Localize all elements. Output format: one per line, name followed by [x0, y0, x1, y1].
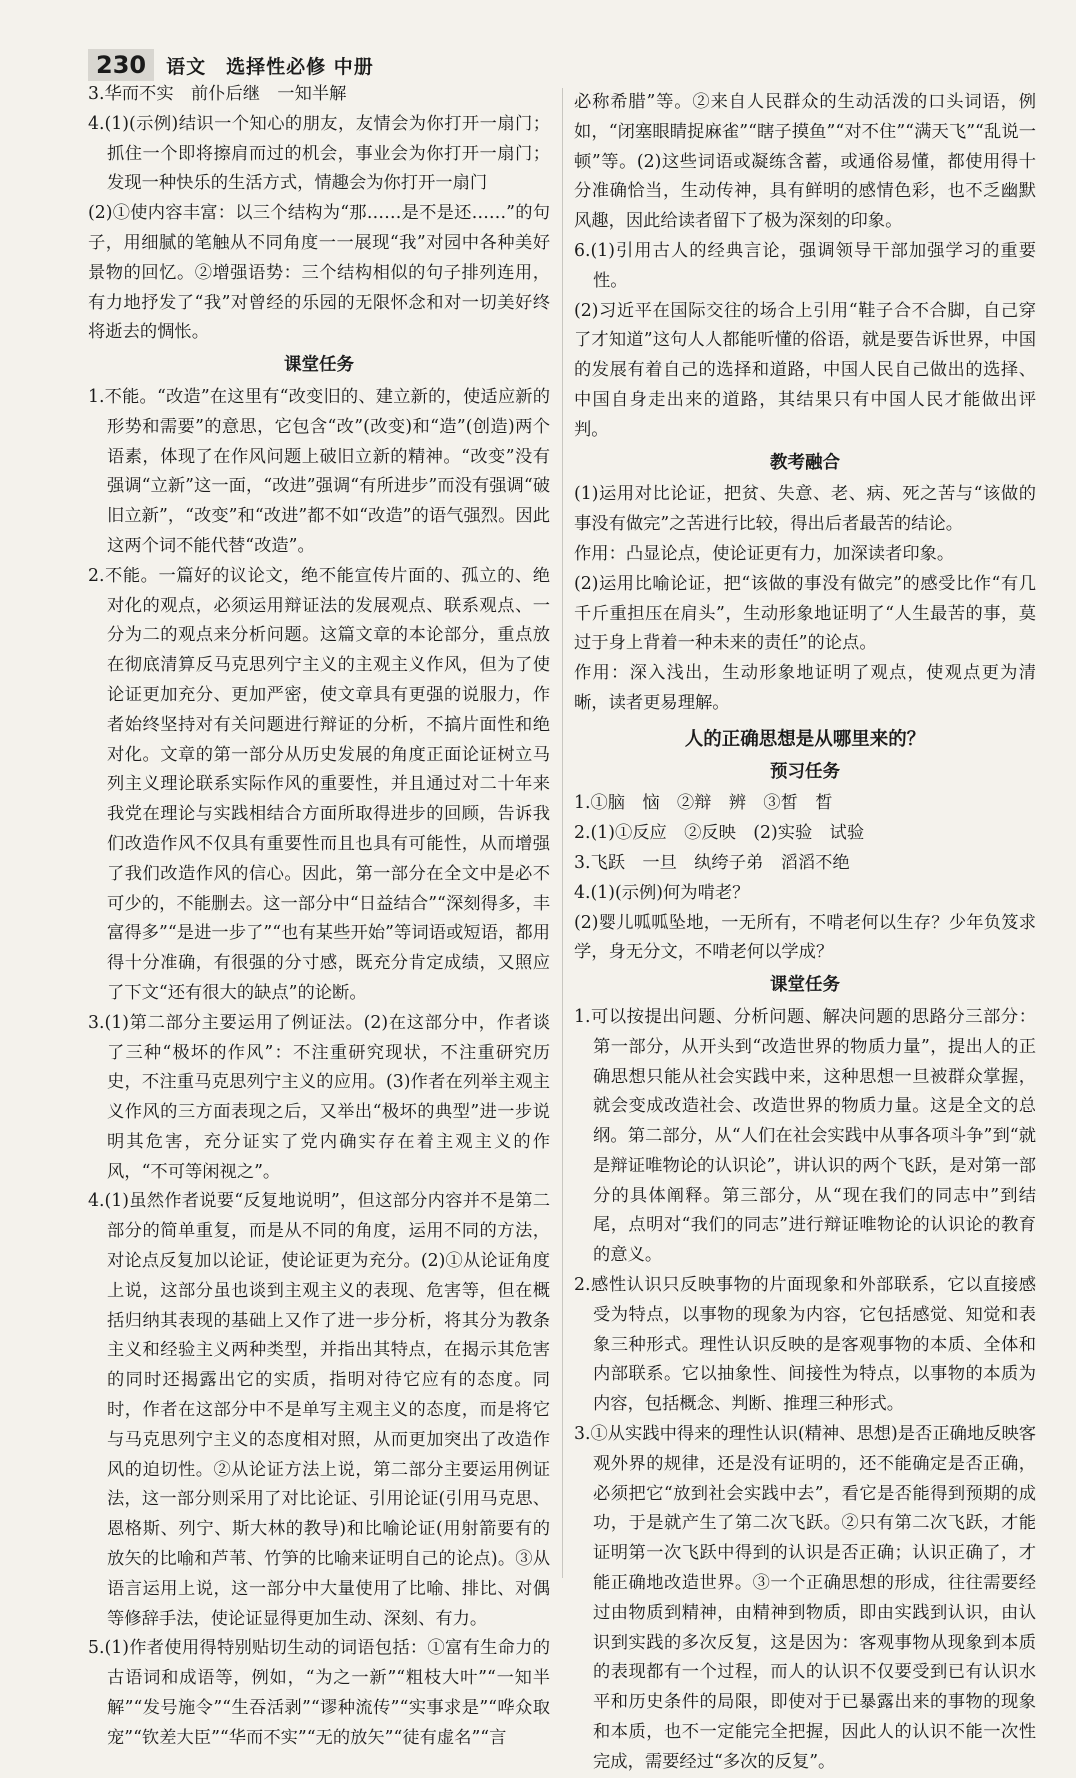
answer-paragraph: 4.(1)虽然作者说要“反复地说明”，但这部分内容并不是第二部分的简单重复，而是从不同的角度，运用不同的方法，对论点反复加以论证，使论证更为充分。(2)①从论证角度上说，这部分虽也谈到主观主义的表现、危害等，但在概括归纳其表现的基础上又作了进一步分析，将其分为教条主义和经验主义两种类型，并指出其特点，在揭示其危害的同时还揭露出它的实质，指明对待它应有的态度。同时，作者在这部分中不是单写主观主义的态度，而是将它与马克思列宁主义的态度相对照，从而更加突出了改造作风的迫切性。②从论证方法上说，第二部分主要运用例证法，这一部分则采用了对比论证、引用论证(引用马克思、恩格斯、列宁、斯大林的教导)和比喻论证(用射箭要有的放矢的比喻和芦苇、竹笋的比喻来证明自己的论点)。③从语言运用上说，这一部分中大量使用了比喻、排比、对偶等修辞手法，使论证显得更加生动、深刻、有力。 — [88, 1191, 550, 1629]
answer-paragraph: 3.华而不实 前仆后继 一知半解 — [88, 84, 347, 104]
column-divider — [562, 88, 563, 1578]
answer-paragraph: 3.①从实践中得来的理性认识(精神、思想)是否正确地反映客观外界的规律，还是没有证明的，还不能确定是否正确，必须把它“放到社会实践中去”，看它是否能得到预期的成功，于是就产生了第二次飞跃。②只有第二次飞跃，才能证明第一次飞跃中得到的认识是否正确；认识正确了，才能正确地改造世界。③一个正确思想的形成，往往需要经过由物质到精神，由精神到物质，即由实践到认识，由认识到实践的多次反复，这是因为：客观事物从现象到本质的表现都有一个过程，而人的认识不仅要受到已有认识水平和历史条件的局限，即使对于已暴露出来的事物的现象和本质，也不一定能完全把握，因此人的认识不能一次性完成，需要经过“多次的反复”。 — [574, 1424, 1037, 1772]
answer-paragraph: (1)运用对比论证，把贫、失意、老、病、死之苦与“该做的事没有做完”之苦进行比较，得出后者最苦的结论。 — [574, 484, 1036, 535]
right-column — [574, 88, 1036, 1778]
answer-paragraph: 6.(1)引用古人的经典言论，强调领导干部加强学习的重要性。 — [574, 240, 1036, 291]
section-heading: 教考融合 — [770, 452, 840, 473]
section-heading: 预习任务 — [770, 761, 840, 782]
answer-paragraph: 3.(1)第二部分主要运用了例证法。(2)在这部分中，作者谈了三种“极坏的作风”：不注重研究现状，不注重研究历史，不注重马克思列宁主义的应用。(3)作者在列举主观主义作风的三方面表现之后，又举出“极坏的典型”进一步说明其危害，充分证实了党内确实存在着主观主义的作风，“不可等闲视之”。 — [88, 1012, 550, 1182]
section-heading: 课堂任务 — [770, 975, 840, 996]
left-column — [88, 80, 550, 1754]
answer-paragraph: 5.(1)作者使用得特别贴切生动的词语包括：①富有生命力的古语词和成语等，例如，“为之一新”“粗枝大叶”“一知半解”“发号施令”“生吞活剥”“谬种流传”“实事求是”“哗众取宠”“钦差大臣”“华而不实”“无的放矢”“徒有虚名”“言 — [88, 1638, 550, 1748]
answer-paragraph: (2)婴儿呱呱坠地，一无所有，不啃老何以生存？少年负笈求学，身无分文，不啃老何以学成？ — [574, 912, 1036, 963]
answer-paragraph: 3.飞跃 一旦 纨绔子弟 滔滔不绝 — [574, 852, 850, 873]
answer-paragraph: 4.(1)(示例)结识一个知心的朋友，友情会为你打开一扇门；抓住一个即将擦肩而过的机会，事业会为你打开一扇门；发现一种快乐的生活方式，情趣会为你打开一扇门 — [88, 113, 550, 194]
book-title: 语文 选择性必修 中册 — [166, 55, 374, 78]
answer-paragraph: 1.①脑 恼 ②辩 辨 ③皙 晳 — [574, 793, 833, 814]
section-heading: 课堂任务 — [284, 355, 354, 376]
answer-paragraph: 2.感性认识只反映事物的片面现象和外部联系，它以直接感受为特点，以事物的现象为内容，它包括感觉、知觉和表象三种形式。理性认识反映的是客观事物的本质、全体和内部联系。它以抽象性、间接性为特点，以事物的本质为内容，包括概念、判断、推理三种形式。 — [574, 1275, 1036, 1415]
page-number: 230 — [88, 49, 154, 81]
answer-paragraph: 作用：凸显论点，使论证更有力，加深读者印象。 — [574, 543, 955, 564]
answer-paragraph: (2)①使内容丰富：以三个结构为“那……是不是还……”的句子，用细腻的笔触从不同角度一一展现“我”对园中各种美好景物的回忆。②增强语势：三个结构相似的句子排列连用，有力地抒发了“我”对曾经的乐园的无限怀念和对一切美好终将逝去的惆怅。 — [88, 203, 550, 343]
answer-paragraph: 1.可以按提出问题、分析问题、解决问题的思路分三部分：第一部分，从开头到“改造世界的物质力量”，提出人的正确思想只能从社会实践中来，这种思想一旦被群众掌握，就会变成改造社会、改造世界的物质力量。这是全文的总纲。第二部分，从“人们在社会实践中从事各项斗争”到“就是辩证唯物论的认识论”，讲认识的两个飞跃，是对第一部分的具体阐释。第三部分，从“现在我们的同志中”到结尾，点明对“我们的同志”进行辩证唯物论的认识论的教育的意义。 — [574, 1006, 1036, 1266]
answer-paragraph: 必称希腊”等。②来自人民群众的生动活泼的口头词语，例如，“闭塞眼睛捉麻雀”“瞎子摸鱼”“对不住”“满天飞”“乱说一顿”等。(2)这些词语或凝练含蓄，或通俗易懂，都使用得十分准确恰当，生动传神，具有鲜明的感情色彩，也不乏幽默风趣，因此给读者留下了极为深刻的印象。 — [574, 92, 1036, 232]
answer-paragraph: 1.不能。“改造”在这里有“改变旧的、建立新的，使适应新的形势和需要”的意思，它包含“改”(改变)和“造”(创造)两个语素，体现了在作风问题上破旧立新的精神。“改变”没有强调“立新”这一面，“改进”强调“有所进步”而没有强调“破旧立新”，“改变”和“改进”都不如“改造”的语气强烈。因此这两个词不能代替“改造”。 — [88, 386, 550, 556]
page-header — [88, 50, 374, 80]
answer-paragraph: (2)运用比喻论证，把“该做的事没有做完”的感受比作“有几千斤重担压在肩头”，生动形象地证明了“人生最苦的事，莫过于身上背着一种未来的责任”的论点。 — [574, 573, 1036, 654]
answer-paragraph: (2)习近平在国际交往的场合上引用“鞋子合不合脚，自己穿了才知道”这句人人都能听懂的俗语，就是要告诉世界，中国的发展有着自己的选择和道路，中国人民自己做出的选择、中国自身走出来的道路，其结果只有中国人民才能做出评判。 — [574, 300, 1036, 440]
answer-paragraph: 作用：深入浅出，生动形象地证明了观点，使观点更为清晰，读者更易理解。 — [574, 663, 1036, 713]
article-title: 人的正确思想是从哪里来的？ — [684, 728, 926, 750]
answer-paragraph: 4.(1)(示例)何为啃老？ — [574, 882, 750, 903]
answer-paragraph: 2.不能。一篇好的议论文，绝不能宣传片面的、孤立的、绝对化的观点，必须运用辩证法的发展观点、联系观点、一分为二的观点来分析问题。这篇文章的本论部分，重点放在彻底清算反马克思列宁主义的主观主义作风，但为了使论证更加充分、更加严密，使文章具有更强的说服力，作者始终坚持对有关问题进行辩证的分析，不搞片面性和绝对化。文章的第一部分从历史发展的角度正面论证树立马列主义理论联系实际作风的重要性，并且通过对二十年来我党在理论与实践相结合方面所取得进步的回顾，告诉我们改造作风不仅具有重要性而且也具有可能性，从而增强了我们改造作风的信心。因此，第一部分在全文中是必不可少的，不能删去。这一部分中“日益结合”“深刻得多，丰富得多”“是进一步了”“也有某些开始”等词语或短语，都用得十分准确，有很强的分寸感，既充分肯定成绩，又照应了下文“还有很大的缺点”的论断。 — [88, 565, 550, 1003]
answer-paragraph: 2.(1)①反应 ②反映 (2)实验 试验 — [574, 823, 865, 844]
